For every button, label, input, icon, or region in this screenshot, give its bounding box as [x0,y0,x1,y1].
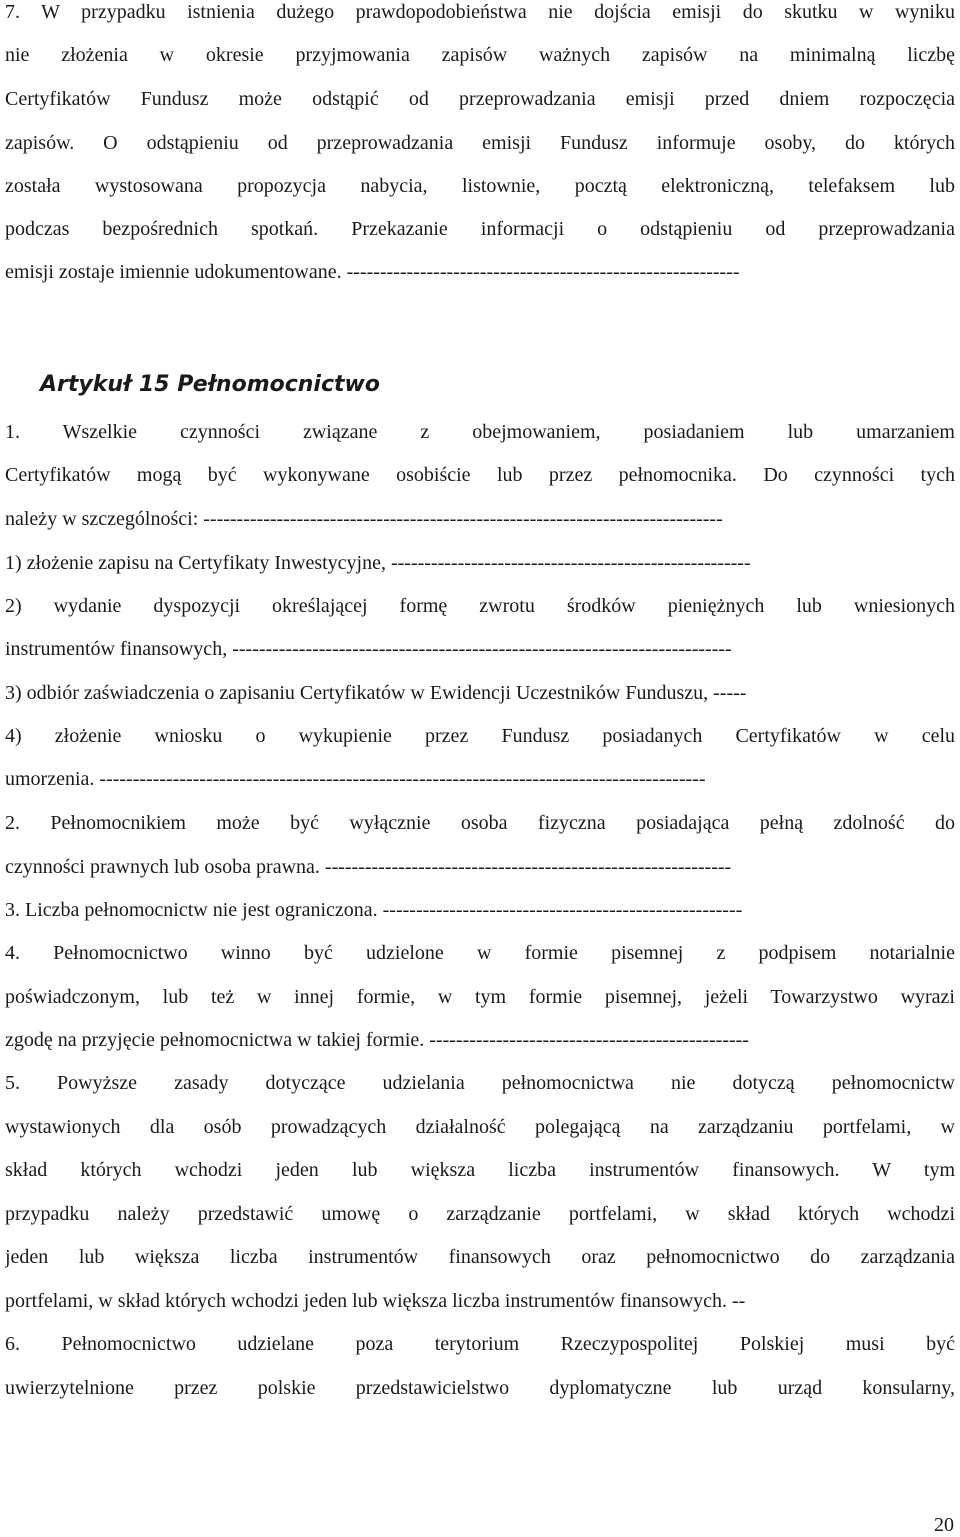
article-line-3: należy w szczególności: ------------------------------------------------------------------------------ [5,508,723,530]
article-line-10: 2. Pełnomocnikiem może być wyłącznie osoba fizyczna posiadająca pełną zdolność do [5,812,955,834]
paragraph-7-line-3: Certyfikatów Fundusz może odstąpić od przeprowadzania emisji przed dniem rozpoczęcia [5,88,955,110]
article-line-21: portfelami, w skład których wchodzi jeden lub większa liczba instrumentów finansowych. -- [5,1290,746,1312]
article-line-12: 3. Liczba pełnomocnictw nie jest ograniczona. ------------------------------------------------------ [5,899,743,921]
article-line-4: 1) złożenie zapisu na Certyfikaty Inwestycyjne, ------------------------------------------------------ [5,552,751,574]
article-line-22: 6. Pełnomocnictwo udzielane poza terytorium Rzeczypospolitej Polskiej musi być [5,1333,955,1355]
article-line-20: jeden lub większa liczba instrumentów finansowych oraz pełnomocnictwo do zarządzania [5,1246,955,1268]
article-line-14: poświadczonym, lub też w innej formie, w tym formie pisemnej, jeżeli Towarzystwo wyrazi [5,986,955,1008]
paragraph-7-line-6: podczas bezpośrednich spotkań. Przekazanie informacji o odstąpieniu od przeprowadzania [5,218,955,240]
article-line-18: skład których wchodzi jeden lub większa liczba instrumentów finansowych. W tym [5,1159,955,1181]
article-line-5: 2) wydanie dyspozycji określającej formę zwrotu środków pieniężnych lub wniesionych [5,595,955,617]
article-line-9: umorzenia. ------------------------------------------------------------------------------------------- [5,768,706,790]
article-line-2: Certyfikatów mogą być wykonywane osobiście lub przez pełnomocnika. Do czynności tych [5,464,955,486]
article-line-13: 4. Pełnomocnictwo winno być udzielone w formie pisemnej z podpisem notarialnie [5,942,955,964]
article-line-17: wystawionych dla osób prowadzących działalność polegającą na zarządzaniu portfelami, w [5,1116,955,1138]
paragraph-7-line-4: zapisów. O odstąpieniu od przeprowadzania emisji Fundusz informuje osoby, do których [5,132,955,154]
article-line-1: 1. Wszelkie czynności związane z obejmowaniem, posiadaniem lub umarzaniem [5,421,955,443]
paragraph-7-line-2: nie złożenia w okresie przyjmowania zapisów ważnych zapisów na minimalną liczbę [5,44,955,66]
article-line-7: 3) odbiór zaświadczenia o zapisaniu Certyfikatów w Ewidencji Uczestników Funduszu, ----- [5,682,747,704]
paragraph-7-line-7: emisji zostaje imiennie udokumentowane. ----------------------------------------------------------- [5,261,740,283]
paragraph-7-line-5: została wystosowana propozycja nabycia, listownie, pocztą elektroniczną, telefaksem lub [5,175,955,197]
page-number: 20 [934,1514,954,1536]
article-line-15: zgodę na przyjęcie pełnomocnictwa w takiej formie. ------------------------------------------------ [5,1029,749,1051]
article-line-11: czynności prawnych lub osoba prawna. ------------------------------------------------------------- [5,856,732,878]
article-15-heading: Artykuł 15 Pełnomocnictwo [40,372,380,397]
article-line-8: 4) złożenie wniosku o wykupienie przez Fundusz posiadanych Certyfikatów w celu [5,725,955,747]
paragraph-7-line-1: 7. W przypadku istnienia dużego prawdopodobieństwa nie dojścia emisji do skutku w wyniku [5,1,955,23]
article-line-16: 5. Powyższe zasady dotyczące udzielania pełnomocnictwa nie dotyczą pełnomocnictw [5,1072,955,1094]
article-line-19: przypadku należy przedstawić umowę o zarządzanie portfelami, w skład których wchodzi [5,1203,955,1225]
article-line-23: uwierzytelnione przez polskie przedstawicielstwo dyplomatyczne lub urząd konsularny, [5,1377,955,1399]
article-line-6: instrumentów finansowych, --------------------------------------------------------------------------- [5,638,732,660]
